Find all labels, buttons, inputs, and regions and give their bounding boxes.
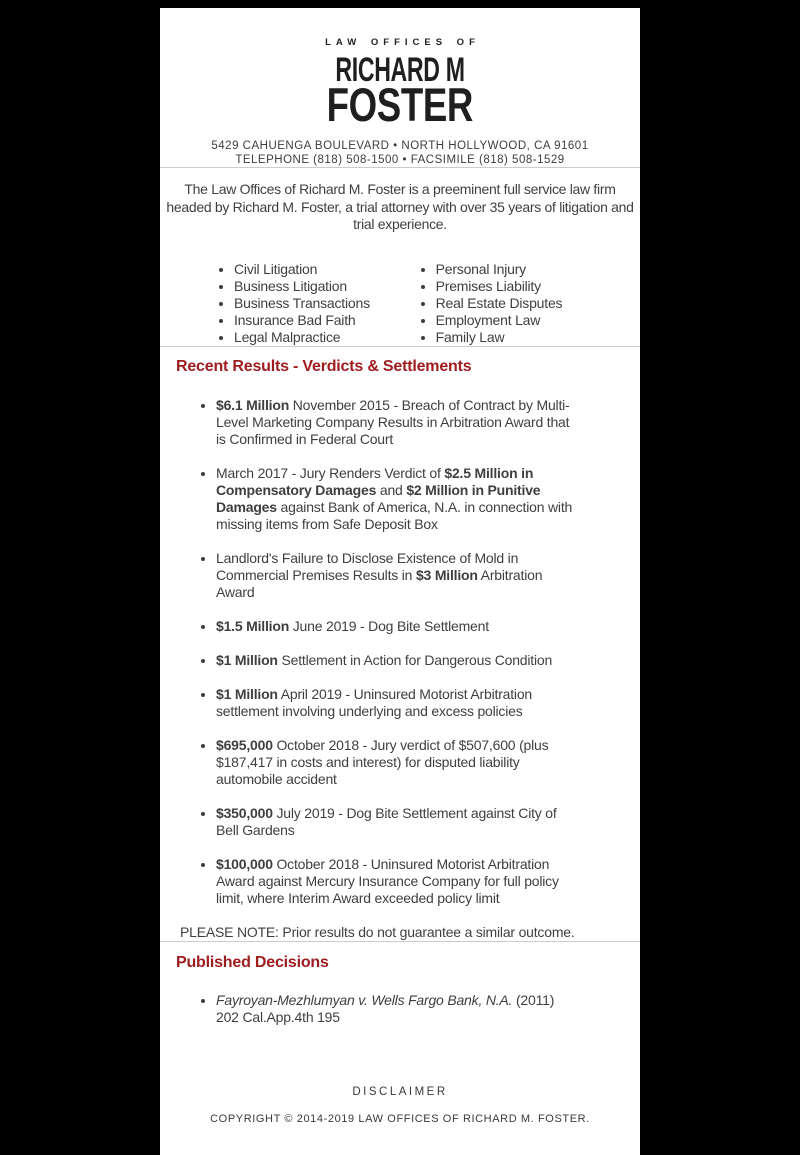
divider bbox=[160, 941, 640, 942]
practice-areas-right-column bbox=[378, 261, 624, 346]
practice-area-item: • Legal Malpractice bbox=[234, 329, 378, 346]
divider bbox=[160, 346, 640, 347]
practice-area-item: • Premises Liability bbox=[436, 278, 624, 295]
content-area bbox=[160, 8, 640, 1155]
address-line: 5429 CAHUENGA BOULEVARD • NORTH HOLLYWOOD, CA 91601 bbox=[211, 140, 589, 152]
result-item: • $695,000 October 2018 - Jury verdict of $507,600 (plus $187,417 in costs and interest) for disputed liability automobile accident bbox=[216, 737, 578, 788]
page-footer bbox=[160, 1043, 640, 1125]
result-item: • March 2017 - Jury Renders Verdict of $2.5 Million in Compensatory Damages and $2 Million in Punitive Damages against Bank of America, N.A. in connection with missing items from Safe Deposit Box bbox=[216, 465, 578, 533]
divider bbox=[160, 167, 640, 168]
logo-name-line2: FOSTER bbox=[326, 78, 474, 131]
firm-logo bbox=[160, 37, 640, 131]
logo-name-line1: RICHARD M bbox=[335, 51, 465, 89]
practice-areas bbox=[160, 261, 640, 346]
published-decisions-list bbox=[160, 992, 640, 1026]
phone-fax-line: TELEPHONE (818) 508-1500 • FACSIMILE (818) 508-1529 bbox=[235, 154, 565, 166]
contact-block bbox=[160, 139, 640, 167]
logo-tagline: LAW OFFICES OF bbox=[325, 37, 480, 48]
result-item: • $350,000 July 2019 - Dog Bite Settlement against City of Bell Gardens bbox=[216, 805, 578, 839]
result-item: • $1.5 Million June 2019 - Dog Bite Settlement bbox=[216, 618, 578, 635]
recent-results-heading: Recent Results - Verdicts & Settlements bbox=[176, 357, 472, 375]
practice-area-item: • Business Transactions bbox=[234, 295, 378, 312]
practice-area-item: • Business Litigation bbox=[234, 278, 378, 295]
result-item: • Landlord's Failure to Disclose Existence of Mold in Commercial Premises Results in $3 Million Arbitration Award bbox=[216, 550, 578, 601]
result-item: • $6.1 Million November 2015 - Breach of Contract by Multi-Level Marketing Company Results in Arbitration Award that is Confirmed in Federal Court bbox=[216, 397, 578, 448]
practice-areas-left-column bbox=[176, 261, 378, 346]
intro-paragraph: The Law Offices of Richard M. Foster is a preeminent full service law firm headed by Richard M. Foster, a trial attorney with over 35 years of litigation and trial experience. bbox=[166, 181, 634, 232]
disclaimer-link[interactable]: DISCLAIMER bbox=[352, 1085, 448, 1098]
result-item: • $1 Million Settlement in Action for Dangerous Condition bbox=[216, 652, 578, 669]
recent-results-list bbox=[160, 397, 640, 907]
copyright-notice: COPYRIGHT © 2014-2019 LAW OFFICES OF RICHARD M. FOSTER. bbox=[210, 1112, 590, 1125]
practice-area-item: • Personal Injury bbox=[436, 261, 624, 278]
result-item: • $100,000 October 2018 - Uninsured Motorist Arbitration Award against Mercury Insurance Company for full policy limit, where Interim Award exceeded policy limit bbox=[216, 856, 578, 907]
practice-area-item: • Civil Litigation bbox=[234, 261, 378, 278]
results-disclaimer-note: PLEASE NOTE: Prior results do not guarantee a similar outcome. bbox=[180, 923, 575, 940]
practice-area-item: • Real Estate Disputes bbox=[436, 295, 624, 312]
practice-area-item: • Employment Law bbox=[436, 312, 624, 329]
practice-area-item: • Family Law bbox=[436, 329, 624, 346]
result-item: • $1 Million April 2019 - Uninsured Motorist Arbitration settlement involving underlying and excess policies bbox=[216, 686, 578, 720]
decision-item: • Fayroyan-Mezhlumyan v. Wells Fargo Bank, N.A. (2011) 202 Cal.App.4th 195 bbox=[216, 992, 578, 1026]
practice-area-item: • Insurance Bad Faith bbox=[234, 312, 378, 329]
published-decisions-heading: Published Decisions bbox=[176, 953, 329, 971]
